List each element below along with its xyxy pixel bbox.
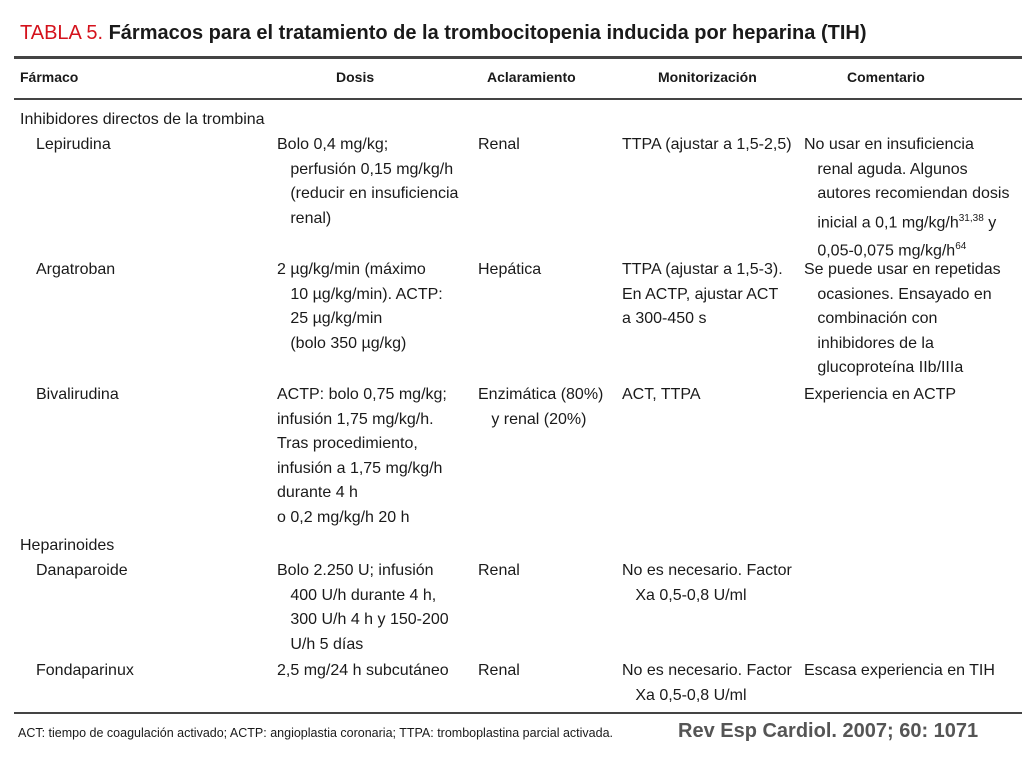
comment-line: renal aguda. Algunos: [804, 160, 968, 178]
comment-cell: Experiencia en ACTP: [804, 386, 957, 403]
dose-cell: 2 µg/kg/min (máximo 10 µg/kg/min). ACTP: 25 µg/kg/min (bolo 350 µg/kg): [277, 261, 443, 352]
column-header-drug: Fármaco: [20, 69, 79, 85]
comment-line: 0,05-0,075 mg/kg/h: [804, 242, 956, 260]
column-header-clearance: Aclaramiento: [487, 69, 576, 85]
dose-cell: ACTP: bolo 0,75 mg/kg; infusión 1,75 mg/kg/h. Tras procedimiento, infusión a 1,75 mg/kg/h durante 4 h o 0,2 mg/kg/h 20 h: [277, 386, 447, 526]
group-heading-heparinoids: Heparinoides: [20, 537, 115, 554]
table-number-label: TABLA 5.: [20, 22, 104, 44]
clearance-cell: Renal: [478, 662, 520, 679]
dose-cell: 2,5 mg/24 h subcutáneo: [277, 662, 449, 679]
clearance-cell: Renal: [478, 136, 520, 153]
comment-line: No usar en insuficiencia: [804, 136, 974, 153]
comment-cell: Se puede usar en repetidas ocasiones. Ensayado en combinación con inhibidores de la glucoproteína IIb/IIIa: [804, 261, 1001, 376]
reference-superscript: 64: [955, 241, 967, 253]
monitoring-cell: No es necesario. Factor Xa 0,5-0,8 U/ml: [622, 662, 792, 704]
clearance-cell: Renal: [478, 562, 520, 579]
comment-cell: Escasa experiencia en TIH: [804, 662, 995, 679]
citation: Rev Esp Cardiol. 2007; 60: 1071: [678, 720, 979, 742]
monitoring-cell: ACT, TTPA: [622, 386, 701, 403]
header-rule: [14, 98, 1022, 100]
comment-line: inicial a 0,1 mg/kg/h: [804, 213, 959, 231]
bottom-rule: [14, 712, 1022, 714]
column-header-monitoring: Monitorización: [658, 69, 757, 85]
monitoring-cell: No es necesario. Factor Xa 0,5-0,8 U/ml: [622, 562, 792, 604]
comment-line-tail: y: [983, 213, 997, 231]
comment-line: autores recomiendan dosis: [804, 185, 1010, 202]
clearance-cell: Enzimática (80%) y renal (20%): [478, 386, 604, 428]
comment-cell: [804, 133, 1009, 264]
drug-cell: Bivalirudina: [36, 386, 119, 403]
monitoring-cell: TTPA (ajustar a 1,5-3). En ACTP, ajustar ACT a 300-450 s: [622, 261, 783, 327]
clearance-cell: Hepática: [478, 261, 542, 278]
reference-superscript: 31,38: [958, 212, 984, 224]
drug-cell: Danaparoide: [36, 562, 128, 579]
table-footnote: ACT: tiempo de coagulación activado; ACTP: angioplastia coronaria; TTPA: tromboplastina parcial activada.: [18, 726, 613, 740]
group-heading-thrombin-inhibitors: Inhibidores directos de la trombina: [20, 111, 265, 128]
drug-cell: Lepirudina: [36, 136, 111, 153]
drug-cell: Argatroban: [36, 261, 116, 278]
table-title-text: Fármacos para el tratamiento de la trombocitopenia inducida por heparina (TIH): [103, 22, 867, 44]
column-header-dose: Dosis: [336, 69, 375, 85]
table-title: [20, 22, 867, 45]
top-rule: [14, 56, 1022, 59]
column-header-comment: Comentario: [847, 69, 925, 85]
dose-cell: Bolo 2.250 U; infusión 400 U/h durante 4 h, 300 U/h 4 h y 150-200 U/h 5 días: [277, 562, 449, 653]
drug-cell: Fondaparinux: [36, 662, 134, 679]
monitoring-cell: TTPA (ajustar a 1,5-2,5): [622, 136, 792, 153]
dose-cell: Bolo 0,4 mg/kg; perfusión 0,15 mg/kg/h (reducir en insuficiencia renal): [277, 136, 459, 227]
